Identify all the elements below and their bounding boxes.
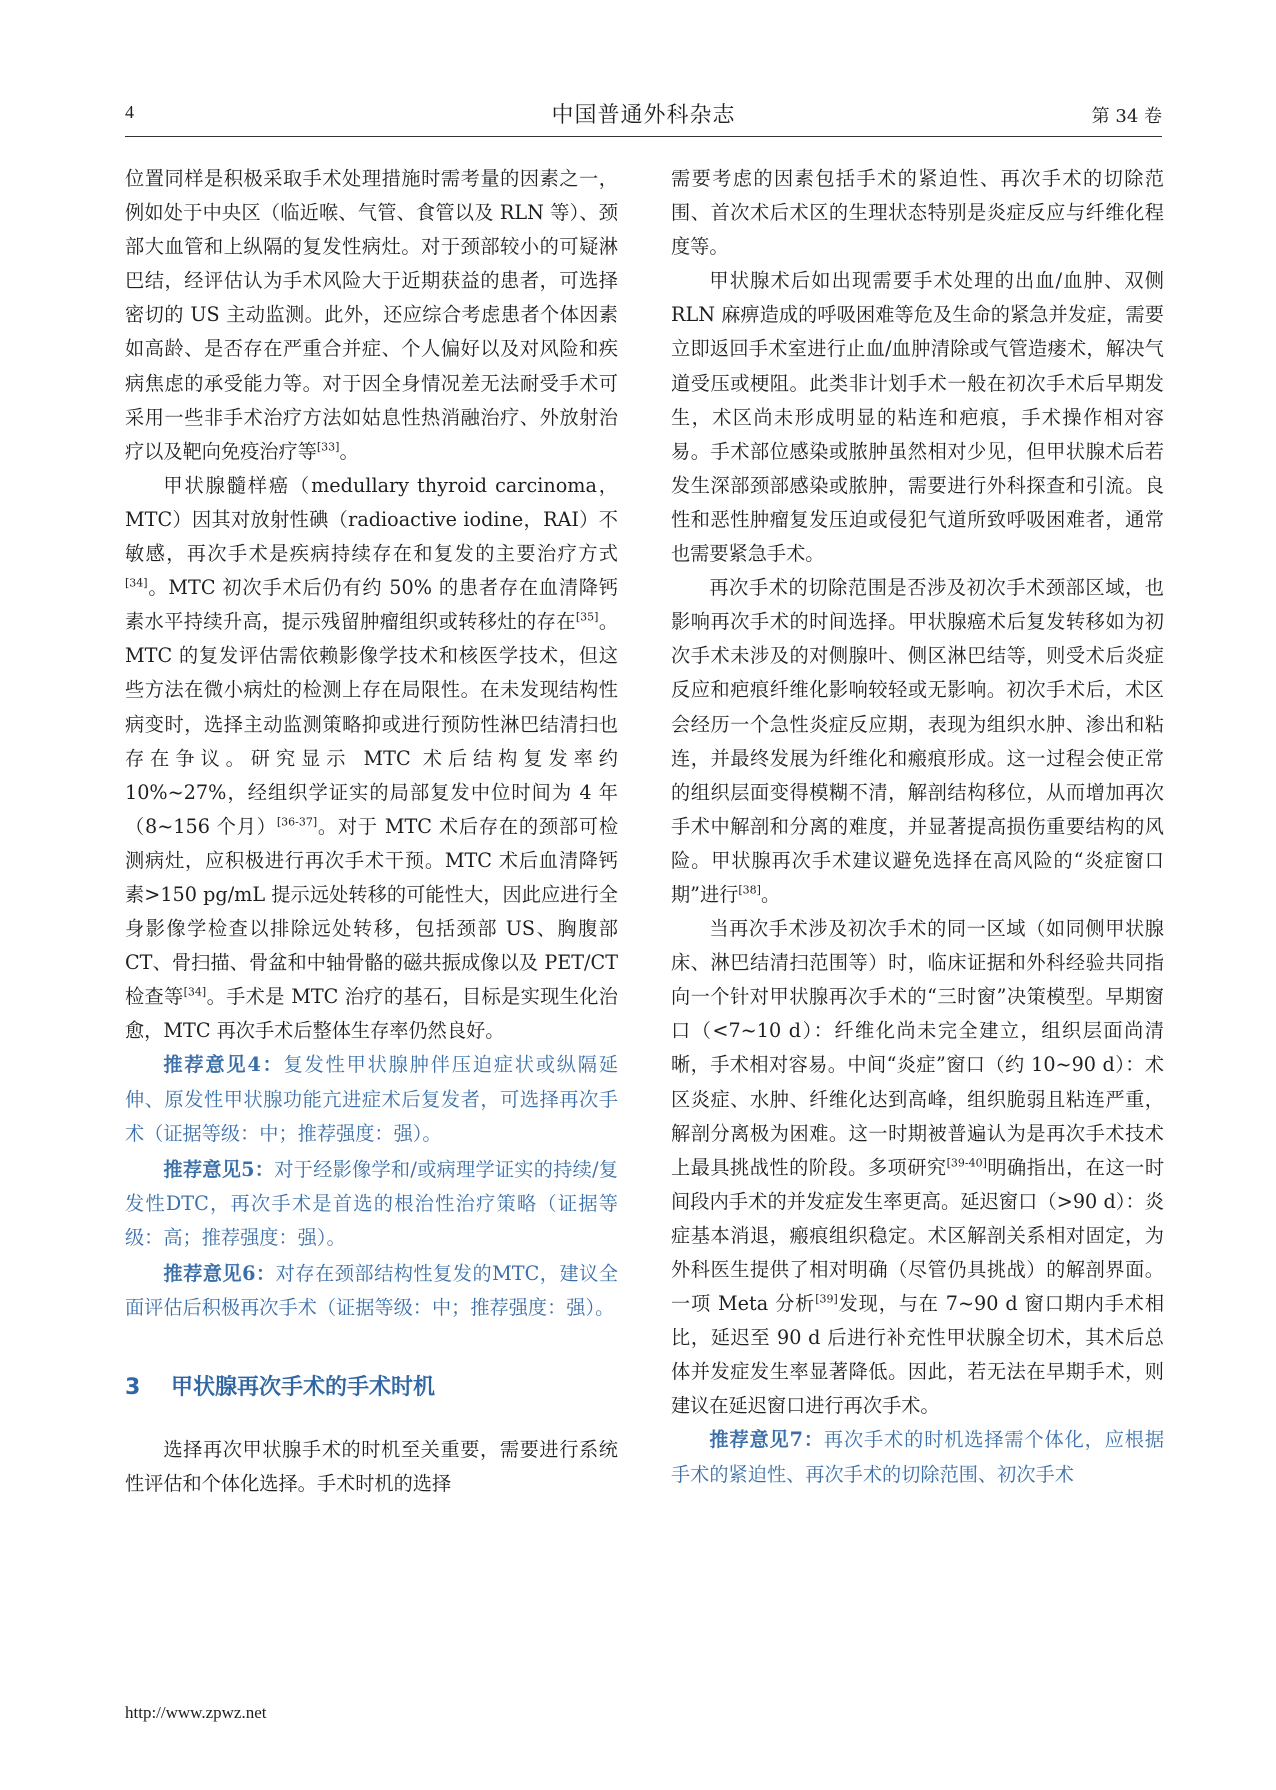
paragraph: 选择再次甲状腺手术的时机至关重要，需要进行系统性评估和个体化选择。手术时机的选择 (125, 1438, 618, 1496)
citation[interactable]: [35] (575, 610, 599, 624)
citation[interactable]: [34] (183, 985, 207, 999)
paragraph: 当再次手术涉及初次手术的同一区域（如同侧甲状腺床、淋巴结清扫范围等）时，临床证据和外科经验共同指向一个针对甲状腺再次手术的“三时窗”决策模型。早期窗口（<7~10 d）：纤维化尚未完全建立，组织层面尚清晰，手术相对容易。中间“炎症”窗口（约 10~90 d）：术区炎症、水肿、纤维化达到高峰，组织脆弱且粘连严重，解剖分离极为困难。这一时期被普遍认为是再次手术技术上最具挑战性的阶段。多项研究[39-40]明确指出，在这一时间段内手术的并发症发生率更高。延迟窗口（>90 d）：炎症基本消退，瘢痕组织稳定。术区解剖关系相对固定，为外科医生提供了相对明确（尽管仍具挑战）的解剖界面。一项 Meta 分析[39]发现，与在 7~90 d 窗口期内手术相比，延迟至 90 d 后进行补充性甲状腺全切术，其术后总体并发症发生率显著降低。因此，若无法在早期手术，则建议在延迟窗口进行再次手术。 (671, 917, 1165, 1418)
paragraph: 甲状腺髓样癌（medullary thyroid carcinoma，MTC）因其对放射性碘（radioactive iodine，RAI）不敏感，再次手术是疾病持续存在和复发的主要治疗方式[34]。MTC 初次手术后仍有约 50% 的患者存在血清降钙素水平持续升高，提示残留肿瘤组织或转移灶的存在[35]。MTC 的复发评估需依赖影像学技术和核医学技术，但这些方法在微小病灶的检测上存在局限性。在未发现结构性病变时，选择主动监测策略抑或进行预防性淋巴结清扫也存在争议。研究显示 MTC 术后结构复发率约 10%~27%，经组织学证实的局部复发中位时间为 4 年（8~156 个月）[36-37]。对于 MTC 术后存在的颈部可检测病灶，应积极进行再次手术干预。MTC 术后血清降钙素>150 pg/mL 提示远处转移的可能性大，因此应进行全身影像学检查以排除远处转移，包括颈部 US、胸腹部 CT、骨扫描、骨盆和中轴骨骼的磁共振成像以及 PET/CT 检查等[34]。手术是 MTC 治疗的基石，目标是实现生化治愈，MTC 再次手术后整体生存率仍然良好。 (125, 473, 619, 1043)
left-column (125, 162, 618, 1501)
recommendation-5: 推荐意见5：对于经影像学和/或病理学证实的持续/复发性DTC，再次手术是首选的根治性治疗策略（证据等级：高；推荐强度：强）。 (125, 1157, 618, 1249)
right-column (671, 162, 1164, 1492)
recommendation-7: 推荐意见7：再次手术的时机选择需个体化，应根据手术的紧迫性、再次手术的切除范围、初次手术 (671, 1428, 1165, 1486)
paragraph: 再次手术的切除范围是否涉及初次手术颈部区域，也影响再次手术的时间选择。甲状腺癌术后复发转移如为初次手术未涉及的对侧腺叶、侧区淋巴结等，则受术后炎症反应和疤痕纤维化影响较轻或无影响。初次手术后，术区会经历一个急性炎症反应期，表现为组织水肿、渗出和粘连，并最终发展为纤维化和瘢痕形成。这一过程会使正常的组织层面变得模糊不清，解剖结构移位，从而增加再次手术中解剖和分离的难度，并显著提高损伤重要结构的风险。甲状腺再次手术建议避免选择在高风险的“炎症窗口期”进行[38]。 (671, 576, 1164, 906)
citation[interactable]: [34] (125, 576, 148, 590)
footer-url[interactable]: http://www.zpwz.net (125, 1703, 267, 1722)
citation[interactable]: [33] (316, 440, 340, 454)
recommendation-label: 推荐意见7： (709, 1428, 824, 1452)
citation[interactable]: [39] (815, 1292, 838, 1306)
page-number: 4 (125, 102, 134, 122)
section-number: 3 (125, 1375, 141, 1401)
recommendation-label: 推荐意见5： (163, 1157, 275, 1181)
recommendation-label: 推荐意见4： (163, 1053, 284, 1077)
recommendation-4: 推荐意见4：复发性甲状腺肿伴压迫症状或纵隔延伸、原发性甲状腺功能亢进症术后复发者，可选择再次手术（证据等级：中；推荐强度：强）。 (125, 1053, 618, 1145)
citation[interactable]: [38] (738, 883, 761, 897)
citation[interactable]: [39-40] (946, 1156, 987, 1170)
header-rule (125, 136, 1162, 137)
section-title: 甲状腺再次手术的手术时机 (171, 1375, 436, 1401)
volume-label: 第 34 卷 (1091, 106, 1162, 127)
paragraph: 需要考虑的因素包括手术的紧迫性、再次手术的切除范围、首次术后术区的生理状态特别是炎症反应与纤维化程度等。 (671, 167, 1164, 259)
page-header (125, 96, 1162, 138)
section-heading (125, 1371, 618, 1405)
journal-title: 中国普通外科杂志 (551, 103, 736, 128)
paragraph: 位置同样是积极采取手术处理措施时需考量的因素之一，例如处于中央区（临近喉、气管、食管以及 RLN 等）、颈部大血管和上纵隔的复发性病灶。对于颈部较小的可疑淋巴结，经评估认为手术风险大于近期获益的患者，可选择密切的 US 主动监测。此外，还应综合考虑患者个体因素如高龄、是否存在严重合并症、个人偏好以及对风险和疾病焦虑的承受能力等。对于因全身情况差无法耐受手术可采用一些非手术治疗方法如姑息性热消融治疗、外放射治疗以及靶向免疫治疗等[33]。 (125, 167, 618, 463)
recommendation-label: 推荐意见6： (163, 1262, 276, 1285)
recommendation-6: 推荐意见6：对存在颈部结构性复发的MTC，建议全面评估后积极再次手术（证据等级：中；推荐强度：强）。 (125, 1262, 619, 1320)
paragraph: 甲状腺术后如出现需要手术处理的出血/血肿、双侧 RLN 麻痹造成的呼吸困难等危及生命的紧急并发症，需要立即返回手术室进行止血/血肿清除或气管造瘘术，解决气道受压或梗阻。此类非计划手术一般在初次手术后早期发生，术区尚未形成明显的粘连和疤痕，手术操作相对容易。手术部位感染或脓肿虽然相对少见，但甲状腺术后若发生深部颈部感染或脓肿，需要进行外科探查和引流。良性和恶性肿瘤复发压迫或侵犯气道所致呼吸困难者，通常也需要紧急手术。 (671, 269, 1164, 566)
citation[interactable]: [36-37] (276, 815, 318, 829)
